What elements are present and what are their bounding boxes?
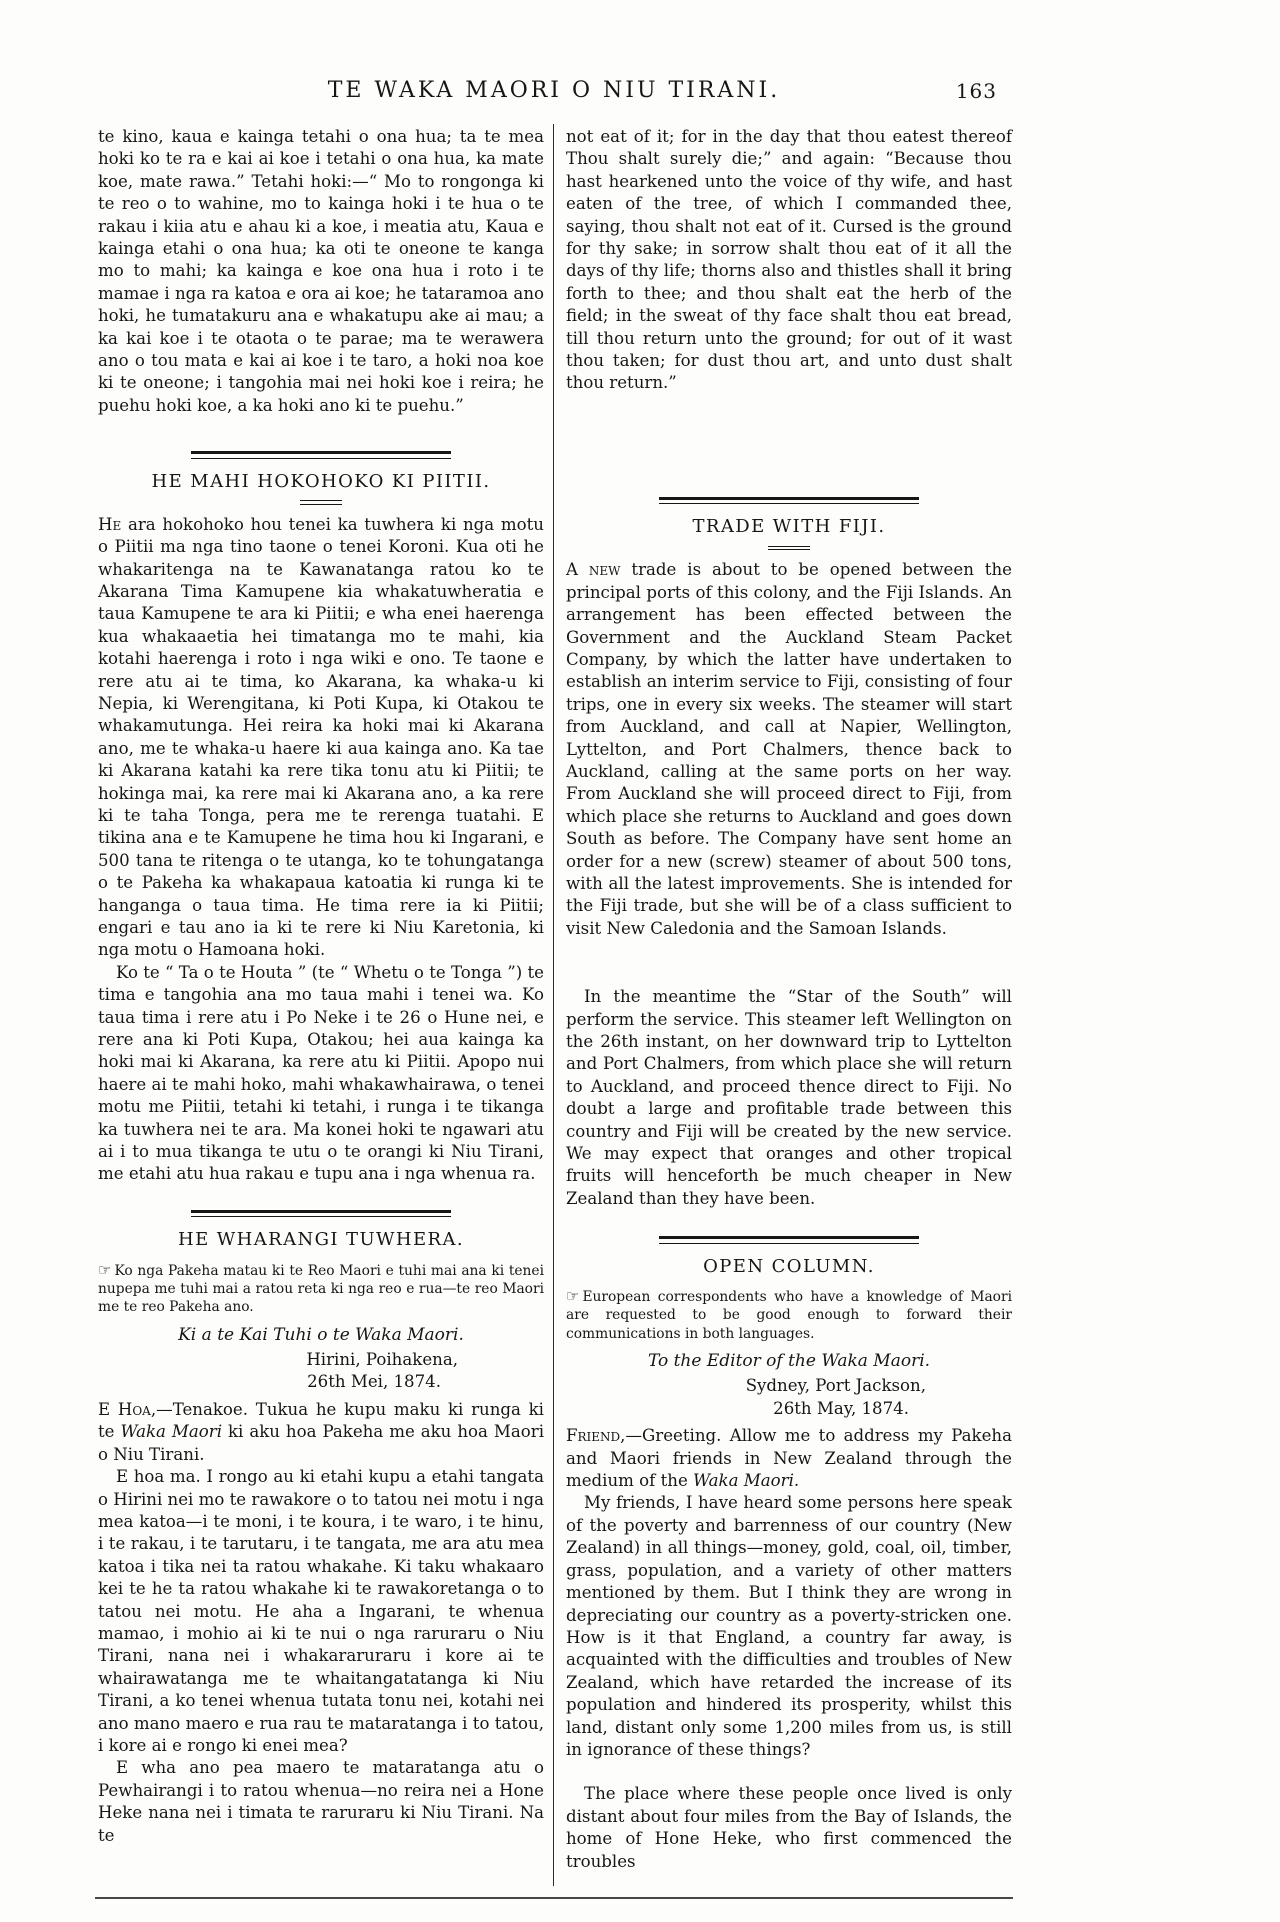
- english-column: [566, 126, 1012, 1873]
- letter-opening-english: [566, 1425, 1012, 1492]
- manicule-icon: ☞: [566, 1287, 580, 1306]
- letter-opening-maori: [98, 1399, 544, 1466]
- smallcaps-lead: He: [98, 514, 122, 534]
- page-number: 163: [955, 79, 997, 103]
- tuwhera-section-heading: HE WHARANGI TUWHERA.: [177, 1229, 465, 1251]
- paragraph-text: ,—Tenakoe. Tukua he kupu maku ki runga ki te: [98, 1399, 544, 1442]
- section-divider: [191, 451, 451, 459]
- letter-paragraph-english-3: The place where these people once lived is only distant about four miles from the Bay of Islands, the home of Hone Heke, who first commenced the troubles: [566, 1784, 1012, 1871]
- editor-notice-english: [566, 1287, 1012, 1343]
- column-divider-rule: [553, 124, 554, 1886]
- masthead-title: TE WAKA MAORI O NIU TIRANI.: [327, 78, 781, 103]
- heading-underline-rule: [768, 546, 810, 551]
- section-divider: [191, 1210, 451, 1218]
- smallcaps-lead: E Hoa: [98, 1399, 151, 1419]
- paragraph-text: ,—Greeting. Allow me to address my Pakeha and Maori friends in New Zealand through the medium of the: [566, 1426, 1012, 1491]
- open-column-heading: OPEN COLUMN.: [703, 1255, 875, 1277]
- fiji-paragraph-2: In the meantime the “Star of the South” will perform the service. This steamer left Wellington on the 26th instant, on her downward trip to Lyttelton and Port Chalmers, from which place she will return to Auckland, and proceed thence direct to Fiji. No doubt a large and profitable trade between this country and Fiji will be created by the new service. We may expect that oranges and other tropical fruits will henceforth be much cheaper in New Zealand than they have been.: [566, 987, 1012, 1208]
- paragraph-text: trade is about to be opened between the principal ports of this colony, and the Fiji Islands. An arrangement has been effected between the Government and the Auckland Steam Packet Company, by which the latter have undertaken to establish an interim service to Fiji, consisting of four trips, one in every six weeks. The steamer will start from Auckland, and call at Napier, Wellington, Lyttelton, and Port Chalmers, thence back to Auckland, calling at the same ports on her way. From Auckland she will proceed direct to Fiji, from which place she returns to Auckland and goes down South as before. The Company have sent home an order for a new (screw) steamer of about 500 tons, with all the latest improvements. She is intended for the Fiji trade, but she will be of a class sufficient to visit New Caledonia and the Samoan Islands.: [566, 560, 1012, 938]
- section-divider: [659, 497, 919, 505]
- page-bottom-edge-rule: [95, 1897, 1013, 1899]
- letter-place-line: Sydney, Port Jackson,: [745, 1376, 926, 1396]
- paragraph-text: ki aku hoa Pakeha me aku hoa Maori o Niu Tirani.: [98, 1422, 544, 1464]
- letter-salutation-english: To the Editor of the Waka Maori.: [647, 1351, 931, 1372]
- manicule-icon: ☞: [98, 1260, 112, 1279]
- notice-text: European correspondents who have a knowledge of Maori are requested to be good enough to forward their communications in both languages.: [566, 1289, 1012, 1342]
- editor-notice-maori: [98, 1261, 544, 1317]
- letter-paragraph-maori-2: E hoa ma. I rongo au ki etahi kupu a etahi tangata o Hirini nei mo te rawakore o to tatou nei motu i nga mea katoa—i te moni, i te koura, i te waro, i te hinu, i te rakau, i te tarutaru, i te tangata, me ara atu mea katoa i tika nei ta ratou whakahe. Ki taku whakaaro kei te he ta ratou whakahe ki te rawakoretanga o to tatou nei motu. He aha a Ingarani, te whenua mamao, i mohio ai ki te nui o nga raruraru o Niu Tirani, nana nei i whakararuraru i kore ai te whairawatanga me te whaitangatatanga ki Niu Tirani, a ko tenei whenua tutata tonu nei, kotahi nei ano mano maero e rua rau te mataratanga i to tatou, i kore ai e rongo ki enei mea?: [98, 1467, 545, 1755]
- waka-maori-italic: Waka Maori.: [693, 1471, 800, 1491]
- fiji-paragraph-1: [566, 559, 1012, 940]
- section-divider: [659, 1236, 919, 1244]
- letter-paragraph-maori-3: E wha ano pea maero te mataratanga atu o Pewhairangi i to ratou whenua—no reira nei a Hone Heke nana nei i timata te raruraru ki Niu Tirani. Na te: [98, 1758, 544, 1845]
- letter-place-line: Hirini, Poihakena,: [306, 1350, 458, 1370]
- smallcaps-lead: Friend: [566, 1426, 621, 1446]
- fiji-section-heading: TRADE WITH FIJI.: [692, 516, 886, 538]
- smallcaps-lead: A new: [566, 560, 621, 580]
- paragraph-text: ara hokohoko hou tenei ka tuwhera ki nga motu o Piitii ma nga tino taone o tenei Koroni. Kua oti he whakaritenga na te Kawanatanga ratou ko te Akarana Tima Kamupene kia whakatuwheratia e taua Kamupene te ara ki Piitii; e wha enei haerenga kua whakaaetia hei timatanga mo te mahi, kia kotahi haerenga i roto i nga wiki e ono. Te taone e rere atu ai te tima, ko Akarana, ka whaka-u ki Nepia, ki Werengitana, ki Poti Kupa, ki Otakou te whakamutunga. Hei reira ka hoki mai ki Akarana ano, me te whaka-u haere ki aua kainga ano. Ka tae ki Akarana katahi ka rere tika tonu atu ki Piitii; te hokinga mai, ka rere mai ki Akarana ano, a ka rere ki te taha Tonga, pera me te rerenga tuatahi. E tikina ana e te Kamupene he tima hou ki Ingarani, e 500 tana te ritenga o te utanga, ko te tohungatanga o te Pakeha ka whakapaua katoatia ki runga ki te hanganga o taua tima. He tima rere ia ki Piitii; engari e tau ano ia ki te rere ki Niu Karetonia, ki nga motu o Hamoana hoki.: [98, 514, 544, 960]
- maori-continued-paragraph: te kino, kaua e kainga tetahi o ona hua; ta te mea hoki ko te ra e kai ai koe i tetahi o ona hua, ka mate koe, mate rawa.” Tetahi hoki:—“ Mo to rongonga ki te reo o to wahine, mo to kainga hoki i te hua o te rakau i kiia atu e ahau ki a koe, i meatia atu, Kaua e kainga etahi o ona hua; ka oti te oneone te kanga mo to mahi; ka kainga e koe ona hua i roto i te mamae i nga ra katoa e ora ai koe; he tataramoa ano hoki, he tumatakuru ana e whakatupu ake ai mau; a ka kai koe i te otaota o te parae; ma te werawera ano o tou mata e kai ai koe i te taro, a hoki noa koe ki te oneone; i tangohia mai nei hoki koe i reira; he puehu hoki koe, a ka hoki ano ki te puehu.”: [98, 127, 544, 415]
- piitii-paragraph-2: Ko te “ Ta o te Houta ” (te “ Whetu o te Tonga ”) te tima e tangohia ana mo taua mahi i tenei wa. Ko taua tima i rere atu i Po Neke i te 26 o Hune nei, e rere ana ki Poti Kupa, Otakou; hei aua kainga ka hoki mai ki Akarana, ka rere atu ki Piitii. Apopo nui haere ai te mahi hoko, mahi whakawhairawa, o tenei motu me Piitii, tetahi ki tetahi, i runga i te tikanga ka tuwhera nei te ara. Ma konei hoki te ngawari atu ai i to mua tikanga te utu o te orangi ki Niu Tirani, me etahi atu hua rakau e tupu ana i nga whenua ra.: [98, 962, 544, 1184]
- letter-date-line: 26th Mei, 1874.: [307, 1372, 441, 1392]
- page-header: [95, 78, 1013, 110]
- letter-salutation-maori: Ki a te Kai Tuhi o te Waka Maori.: [178, 1324, 464, 1345]
- maori-column: [98, 126, 544, 1847]
- english-continued-paragraph: not eat of it; for in the day that thou eatest thereof Thou shalt surely die;” and again: “Because thou hast hearkened unto the voice of thy wife, and hast eaten of the tree, of which I commanded thee, saying, thou shalt not eat of it. Cursed is the ground for thy sake; in sorrow shalt thou eat of it all the days of thy life; thorns also and thistles shall it bring forth to thee; and thou shalt eat the herb of the field; in the sweat of thy face shalt thou eat bread, till thou return unto the ground; for out of it wast thou taken; for dust thou art, and unto dust shalt thou return.”: [566, 127, 1012, 393]
- piitii-paragraph-1: [98, 514, 544, 962]
- letter-paragraph-english-2: My friends, I have heard some persons here speak of the poverty and barrenness of our country (New Zealand) in all things—money, gold, coal, oil, timber, grass, population, and a variety of other matters mentioned by them. But I think they are wrong in depreciating our country as a poverty-stricken one. How is it that England, a country far away, is acquainted with the difficulties and troubles of New Zealand, which have retarded the increase of its population and hindered its prosperity, whilst this land, distant only some 1,200 miles from us, is still in ignorance of these things?: [566, 1493, 1012, 1759]
- notice-text: Ko nga Pakeha matau ki te Reo Maori e tuhi mai ana ki tenei nupepa me tuhi mai a ratou reta ki nga reo e rua—te reo Maori me te reo Pakeha ano.: [98, 1262, 544, 1316]
- letter-date-line: 26th May, 1874.: [773, 1398, 909, 1418]
- waka-maori-italic: Waka Maori: [120, 1422, 223, 1442]
- piitii-section-heading: HE MAHI HOKOHOKO KI PIITII.: [151, 470, 491, 492]
- heading-underline-rule: [300, 500, 342, 505]
